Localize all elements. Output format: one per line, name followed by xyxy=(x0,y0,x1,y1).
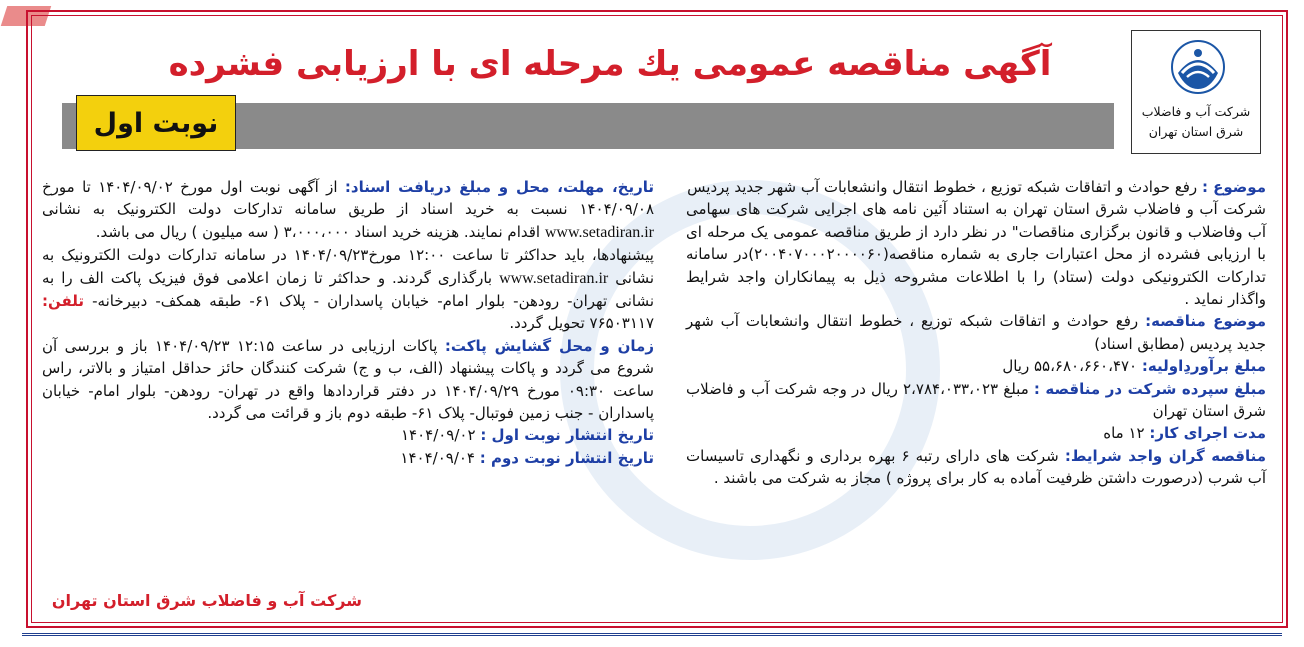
bidders-text: شرکت های دارای رتبه ۶ بهره برداری و نگهداری تاسیسات آب شرب (درصورت داشتن ظرفیت آماده به کار برای پروژه ) مجاز به شرکت می باشند . xyxy=(686,446,1266,488)
bottom-rule xyxy=(22,633,1282,647)
right-column xyxy=(686,176,1266,490)
duration-text: ۱۲ ماه xyxy=(1103,424,1150,443)
subject-paragraph xyxy=(686,176,1266,198)
estimate-text: ۵۵،۶۸۰،۶۶۰،۴۷۰ ریال xyxy=(1002,357,1142,376)
deposit-paragraph xyxy=(686,378,1266,423)
subject-text: رفع حوادث و اتفاقات شبكه توزیع ، خطوط انتقال وانشعابات آب شهر جدید پردیس xyxy=(687,178,1202,196)
estimate-paragraph xyxy=(686,355,1266,377)
logo-line-1: شرکت آب و فاضلاب xyxy=(1141,104,1251,119)
water-drop-emblem-icon xyxy=(1170,39,1226,95)
docs-text-2: اقدام نمایند. هزینه خرید اسناد ۳،۰۰۰،۰۰۰ ( سه میلیون ) ریال می باشد. xyxy=(95,222,545,241)
logo-line-2: شرق استان تهران xyxy=(1148,124,1244,139)
left-column xyxy=(42,176,654,469)
bids-paragraph xyxy=(42,244,654,335)
nobat-badge: نوبت اول xyxy=(76,95,236,151)
bids-url-link[interactable]: www.setadiran.ir xyxy=(499,269,609,287)
phone-text: ۷۶۵۰۳۱۱۷ تحویل گردد. xyxy=(509,314,654,333)
opening-paragraph xyxy=(42,335,654,425)
duration-label: مدت اجرای کار: xyxy=(1149,424,1266,443)
pub2-label: تاریخ انتشار نوبت دوم : xyxy=(479,448,654,467)
top-bar xyxy=(0,0,1304,8)
pub1-paragraph xyxy=(42,424,654,446)
tender-subject-text: رفع حوادث و اتفاقات شبكه توزیع ، خطوط انتقال وانشعابات آب شهر جدید پردیس (مطابق اسناد) xyxy=(686,312,1266,353)
deposit-text: مبلغ ۲،۷۸۴،۰۳۳،۰۲۳ ریال در وجه شرکت آب و فاضلاب شرق استان تهران xyxy=(686,379,1266,421)
pub2-text: ۱۴۰۴/۰۹/۰۴ xyxy=(400,448,480,467)
deposit-label: مبلغ سپرده شرکت در مناقصه : xyxy=(1033,379,1267,398)
page-title: آگهی مناقصه عمومی يك مرحله ای با ارزیابی فشرده xyxy=(168,44,1052,84)
estimate-label: مبلغ برآوردِاولیه: xyxy=(1141,357,1266,376)
pub1-text: ۱۴۰۴/۰۹/۰۲ xyxy=(400,426,481,445)
phone-label: تلفن: xyxy=(42,292,85,311)
opening-text: پاکات ارزیابی در ساعت ۱۲:۱۵ ۱۴۰۴/۰۹/۲۳ باز و بررسی آن شروع می گردد و پاکات پیشنهاد (الف، ب و ج) شرکت کنندگان حائز حداقل امتیاز و بالاتر، راس ساعت ۰۹:۳۰ مورخ ۱۴۰۴/۰۹/۲۹ در دفتر قراردادها واقع در تهران- رودهن- بلوار امام- خیابان پاسداران - جنب زمین فوتبال- پلاک ۶۱- طبقه دوم باز و قرائت می گردد. xyxy=(42,336,654,423)
intro-paragraph: شرکت آب و فاضلاب شرق استان تهران به استناد آئین نامه های اجرایی شرکت های سهامی آب وفاضلاب و قانون برگزاری مناقصات" در نظر دارد از طریق مناقصه عمومی یک مرحله ای با ارزیابی فشرده از محل اعتبارات جاری به شماره مناقصه(۲۰۰۴۰۷۰۰۰۲۰۰۰۰۶۰)در سامانه تدارکات الکترونیکی دولت (ستاد) را با اطلاعات مشروحه ذیل به پیمانکاران واجد شرایط واگذار نماید . xyxy=(686,200,1266,309)
subject-label: موضوع : xyxy=(1201,178,1266,196)
tender-subject-label: موضوع مناقصه: xyxy=(1145,312,1266,331)
bidders-paragraph xyxy=(686,445,1266,490)
tender-subject-paragraph xyxy=(686,310,1266,355)
duration-paragraph xyxy=(686,422,1266,444)
signature: شرکت آب و فاضلاب شرق استان تهران xyxy=(51,591,362,610)
docs-url-link[interactable]: www.setadiran.ir xyxy=(544,223,654,241)
opening-label: زمان و محل گشایش پاکت: xyxy=(444,336,654,355)
docs-label: تاریخ، مهلت، محل و مبلغ دریافت اسناد: xyxy=(344,178,654,196)
pub2-paragraph xyxy=(42,447,654,469)
logo-box xyxy=(1131,30,1261,154)
bids-text-2: بارگذاری گردند. و حداکثر تا زمان اعلامی فوق فیزیک پاکت الف را به نشانی تهران- رودهن- بلوار امام- خیابان پاسداران - پلاک ۶۱- طبقه همکف- دبیرخانه- xyxy=(42,268,654,311)
docs-paragraph xyxy=(42,176,654,244)
pub1-label: تاریخ انتشار نوبت اول : xyxy=(480,426,654,445)
bids-text-1: پیشنهادها، باید حداکثر تا ساعت ۱۲:۰۰ مورخ۱۴۰۴/۰۹/۲۳ در سامانه تدارکات دولت الکترونیک به نشانی xyxy=(42,246,654,287)
docs-text-1: از آگهی نوبت اول مورخ ۱۴۰۴/۰۹/۰۲ تا مورخ ۱۴۰۴/۰۹/۰۸ نسبت به خرید اسناد از طریق سامانه تدارکات دولت الکترونیک به نشانی xyxy=(42,178,654,219)
bidders-label: مناقصه گران واجد شرایط: xyxy=(1064,446,1267,465)
